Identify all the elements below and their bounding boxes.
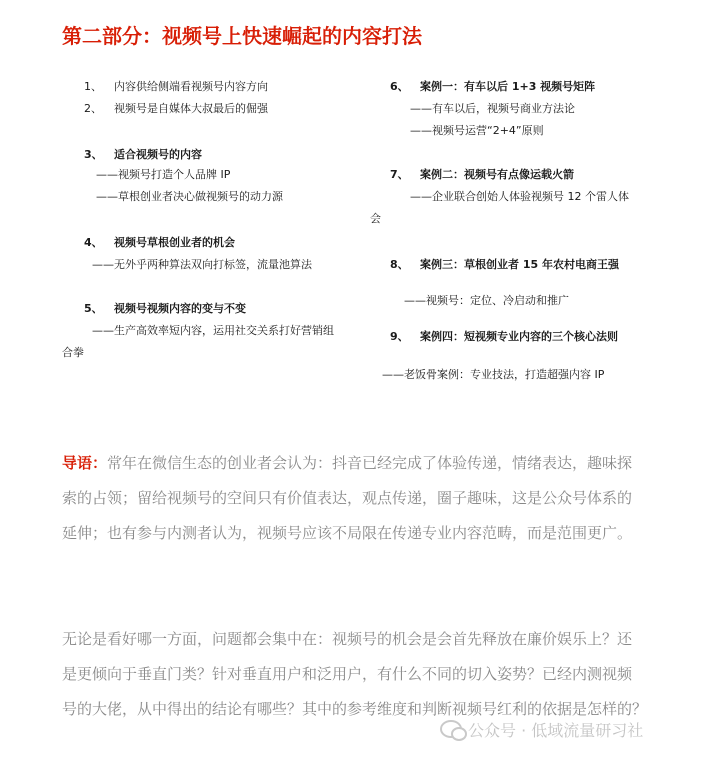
toc-text: 视频号草根创业者的机会: [114, 236, 235, 249]
toc-text: 案例三：草根创业者 15 年农村电商王强: [420, 258, 619, 271]
toc-text: 适合视频号的内容: [114, 148, 202, 161]
toc-item-1: [84, 80, 268, 94]
toc-sub-wrap: 会: [370, 212, 381, 225]
toc-text: 内容供给侧端看视频号内容方向: [114, 80, 268, 93]
intro-line: 索的占领；留给视频号的空间只有价值表达，观点传递，圈子趣味，这是公众号体系的: [62, 489, 633, 507]
toc-sub: ——有车以后，视频号商业方法论: [410, 102, 575, 115]
toc-num: 8、: [390, 258, 409, 271]
toc-item-7: [390, 168, 574, 182]
toc-sub: ——视频号：定位、冷启动和推广: [404, 294, 569, 307]
toc-item-3: [84, 148, 202, 162]
intro-label: 导语：: [62, 454, 108, 472]
toc-num: 5、: [84, 302, 103, 315]
toc-text: 视频号是自媒体大叔最后的倔强: [114, 102, 268, 115]
toc-item-2: [84, 102, 268, 116]
toc-text: 案例二：视频号有点像运载火箭: [420, 168, 574, 181]
toc-sub: ——视频号打造个人品牌 IP: [96, 168, 231, 181]
toc-num: 1、: [84, 80, 102, 93]
toc-item-9: [390, 330, 618, 344]
toc-sub: ——生产高效率短内容，运用社交关系打好营销组: [92, 324, 334, 337]
wechat-icon: [440, 720, 462, 738]
toc-sub-wrap: 合拳: [62, 346, 84, 359]
toc-item-6: [390, 80, 595, 94]
toc-text: 视频号视频内容的变与不变: [114, 302, 246, 315]
body-paragraph: [62, 622, 662, 727]
toc-item-5: [84, 302, 246, 316]
toc-num: 4、: [84, 236, 103, 249]
intro-line-text: 常年在微信生态的创业者会认为：抖音已经完成了体验传递，情绪表达，趣味探: [107, 454, 633, 472]
watermark: [440, 718, 643, 741]
toc-num: 3、: [84, 148, 103, 161]
toc-sub: ——企业联合创始人体验视频号 12 个雷人体: [410, 190, 629, 203]
toc-num: 6、: [390, 80, 409, 93]
toc-item-4: [84, 236, 235, 250]
watermark-text: 公众号 · 低域流量研习社: [468, 721, 644, 740]
toc-num: 7、: [390, 168, 409, 181]
intro-line: [62, 446, 662, 481]
toc-sub: ——老饭骨案例：专业技法，打造超强内容 IP: [382, 368, 605, 381]
page-title: 第二部分：视频号上快速崛起的内容打法: [62, 24, 422, 48]
intro-line: 延伸；也有参与内测者认为，视频号应该不局限在传递专业内容范畴，而是范围更广。: [62, 524, 633, 542]
toc-item-8: [390, 258, 619, 272]
toc-num: 2、: [84, 102, 102, 115]
toc-text: 案例一：有车以后 1+3 视频号矩阵: [420, 80, 596, 93]
toc-sub: ——视频号运营“2+4”原则: [410, 124, 544, 137]
body-line: 是更倾向于垂直门类？针对垂直用户和泛用户，有什么不同的切入姿势？已经内测视频: [62, 665, 633, 683]
toc-sub: ——草根创业者决心做视频号的动力源: [96, 190, 283, 203]
toc-sub: ——无外乎两种算法双向打标签，流量池算法: [92, 258, 312, 271]
toc-num: 9、: [390, 330, 409, 343]
toc-text: 案例四：短视频专业内容的三个核心法则: [420, 330, 618, 343]
intro-paragraph: [62, 446, 662, 551]
body-line: 号的大佬，从中得出的结论有哪些？其中的参考维度和判断视频号红利的依据是怎样的？: [62, 700, 648, 718]
body-line: 无论是看好哪一方面，问题都会集中在：视频号的机会是会首先释放在廉价娱乐上？还: [62, 630, 633, 648]
